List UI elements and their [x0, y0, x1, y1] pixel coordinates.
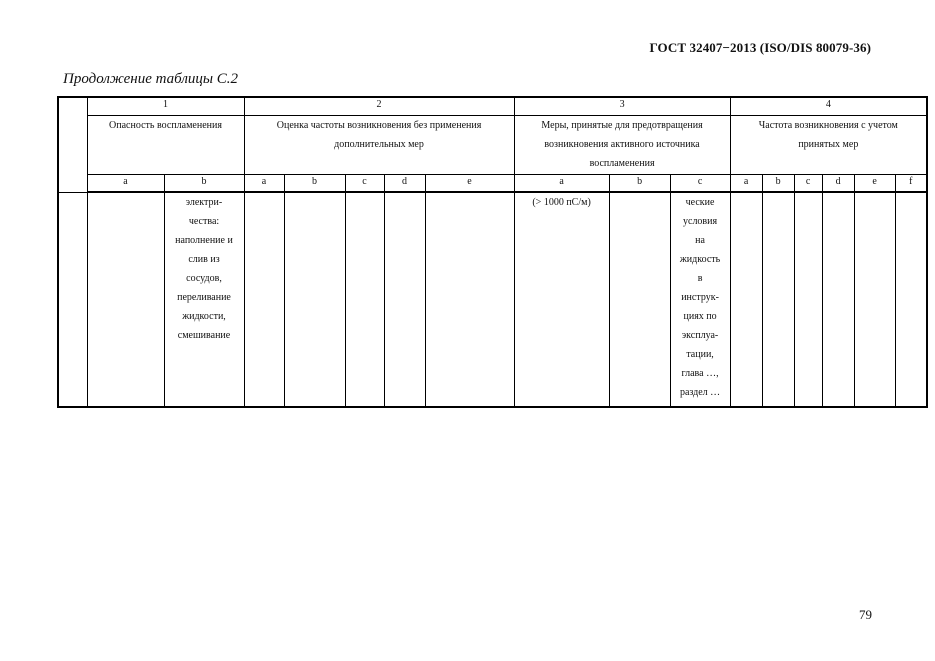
- table-row: [58, 192, 927, 407]
- column-title-3-line-2: возникновения активного источника: [544, 139, 700, 150]
- sub-header-4f: f: [895, 175, 927, 193]
- cell-1b-line: переливание: [177, 292, 231, 303]
- continuation-table: [57, 96, 928, 408]
- sub-header-4c: c: [794, 175, 822, 193]
- cell-3c-line: в: [697, 273, 703, 284]
- page-number: 79: [859, 607, 872, 622]
- cell-1b-line: слив из: [188, 254, 220, 265]
- column-title-row: [58, 116, 927, 175]
- column-title-1: [87, 116, 244, 175]
- cell-4b: [762, 192, 794, 407]
- cell-4a: [730, 192, 762, 407]
- cell-1b: [164, 192, 244, 407]
- sub-header-4d: d: [822, 175, 854, 193]
- column-title-3-line-3: воспламенения: [589, 158, 655, 169]
- column-number-1: 1: [87, 97, 244, 116]
- sub-header-4b: b: [762, 175, 794, 193]
- cell-1a: [87, 192, 164, 407]
- cell-1b-line: наполнение и: [175, 235, 233, 246]
- column-title-3-line-1: Меры, принятые для предотвращения: [541, 120, 703, 131]
- row-label-body: [58, 192, 87, 407]
- sub-header-1b: b: [164, 175, 244, 193]
- column-title-4-line-1: Частота возникновения с учетом: [758, 120, 898, 131]
- cell-3c-line: тации,: [686, 349, 714, 360]
- cell-3a-text: (> 1000 пС/м): [532, 197, 591, 208]
- column-title-4: [730, 116, 927, 175]
- cell-2e: [425, 192, 514, 407]
- cell-3c-line: глава …,: [681, 368, 719, 379]
- column-number-3: 3: [514, 97, 730, 116]
- cell-4d: [822, 192, 854, 407]
- sub-header-2e: e: [425, 175, 514, 193]
- sub-header-2a: a: [244, 175, 284, 193]
- cell-4e: [854, 192, 895, 407]
- cell-4c: [794, 192, 822, 407]
- cell-2c: [345, 192, 384, 407]
- cell-3c-line: условия: [683, 216, 718, 227]
- cell-3c: [670, 192, 730, 407]
- column-title-2-line-2: дополнительных мер: [334, 139, 424, 150]
- sub-header-3a: a: [514, 175, 609, 193]
- sub-header-2c: c: [345, 175, 384, 193]
- column-title-1-text: Опасность воспламенения: [109, 120, 222, 131]
- cell-2a: [244, 192, 284, 407]
- cell-3c-line: раздел …: [679, 387, 721, 398]
- cell-3c-line: жидкость: [679, 254, 721, 265]
- cell-3a: [514, 192, 609, 407]
- column-title-3: [514, 116, 730, 175]
- cell-1b-line: жидкости,: [182, 311, 226, 322]
- cell-1b-line: чества:: [188, 216, 220, 227]
- cell-4f: [895, 192, 927, 407]
- row-label-cell: [58, 97, 87, 192]
- column-number-row: [58, 97, 927, 116]
- sub-column-row: [58, 175, 927, 193]
- column-number-2: 2: [244, 97, 514, 116]
- cell-3c-line: инструк-: [681, 292, 719, 303]
- document-header: ГОСТ 32407−2013 (ISO/DIS 80079-36): [649, 40, 871, 55]
- sub-header-4e: e: [854, 175, 895, 193]
- sub-header-2d: d: [384, 175, 425, 193]
- cell-3c-line: ческие: [685, 197, 715, 208]
- cell-3b: [609, 192, 670, 407]
- cell-1b-line: электри-: [185, 197, 223, 208]
- cell-2d: [384, 192, 425, 407]
- sub-header-1a: a: [87, 175, 164, 193]
- sub-header-4a: a: [730, 175, 762, 193]
- cell-1b-line: смешивание: [177, 330, 231, 341]
- cell-1b-line: сосудов,: [186, 273, 222, 284]
- sub-header-3b: b: [609, 175, 670, 193]
- sub-header-3c: c: [670, 175, 730, 193]
- cell-3c-line: на: [695, 235, 705, 246]
- column-number-4: 4: [730, 97, 927, 116]
- column-title-2-line-1: Оценка частоты возникновения без применения: [276, 120, 482, 131]
- column-title-4-line-2: принятых мер: [798, 139, 859, 150]
- sub-header-2b: b: [284, 175, 345, 193]
- table-caption: Продолжение таблицы С.2: [63, 71, 239, 87]
- cell-2b: [284, 192, 345, 407]
- column-title-2: [244, 116, 514, 175]
- cell-3c-line: циях по: [683, 311, 717, 322]
- cell-3c-line: эксплуа-: [681, 330, 719, 341]
